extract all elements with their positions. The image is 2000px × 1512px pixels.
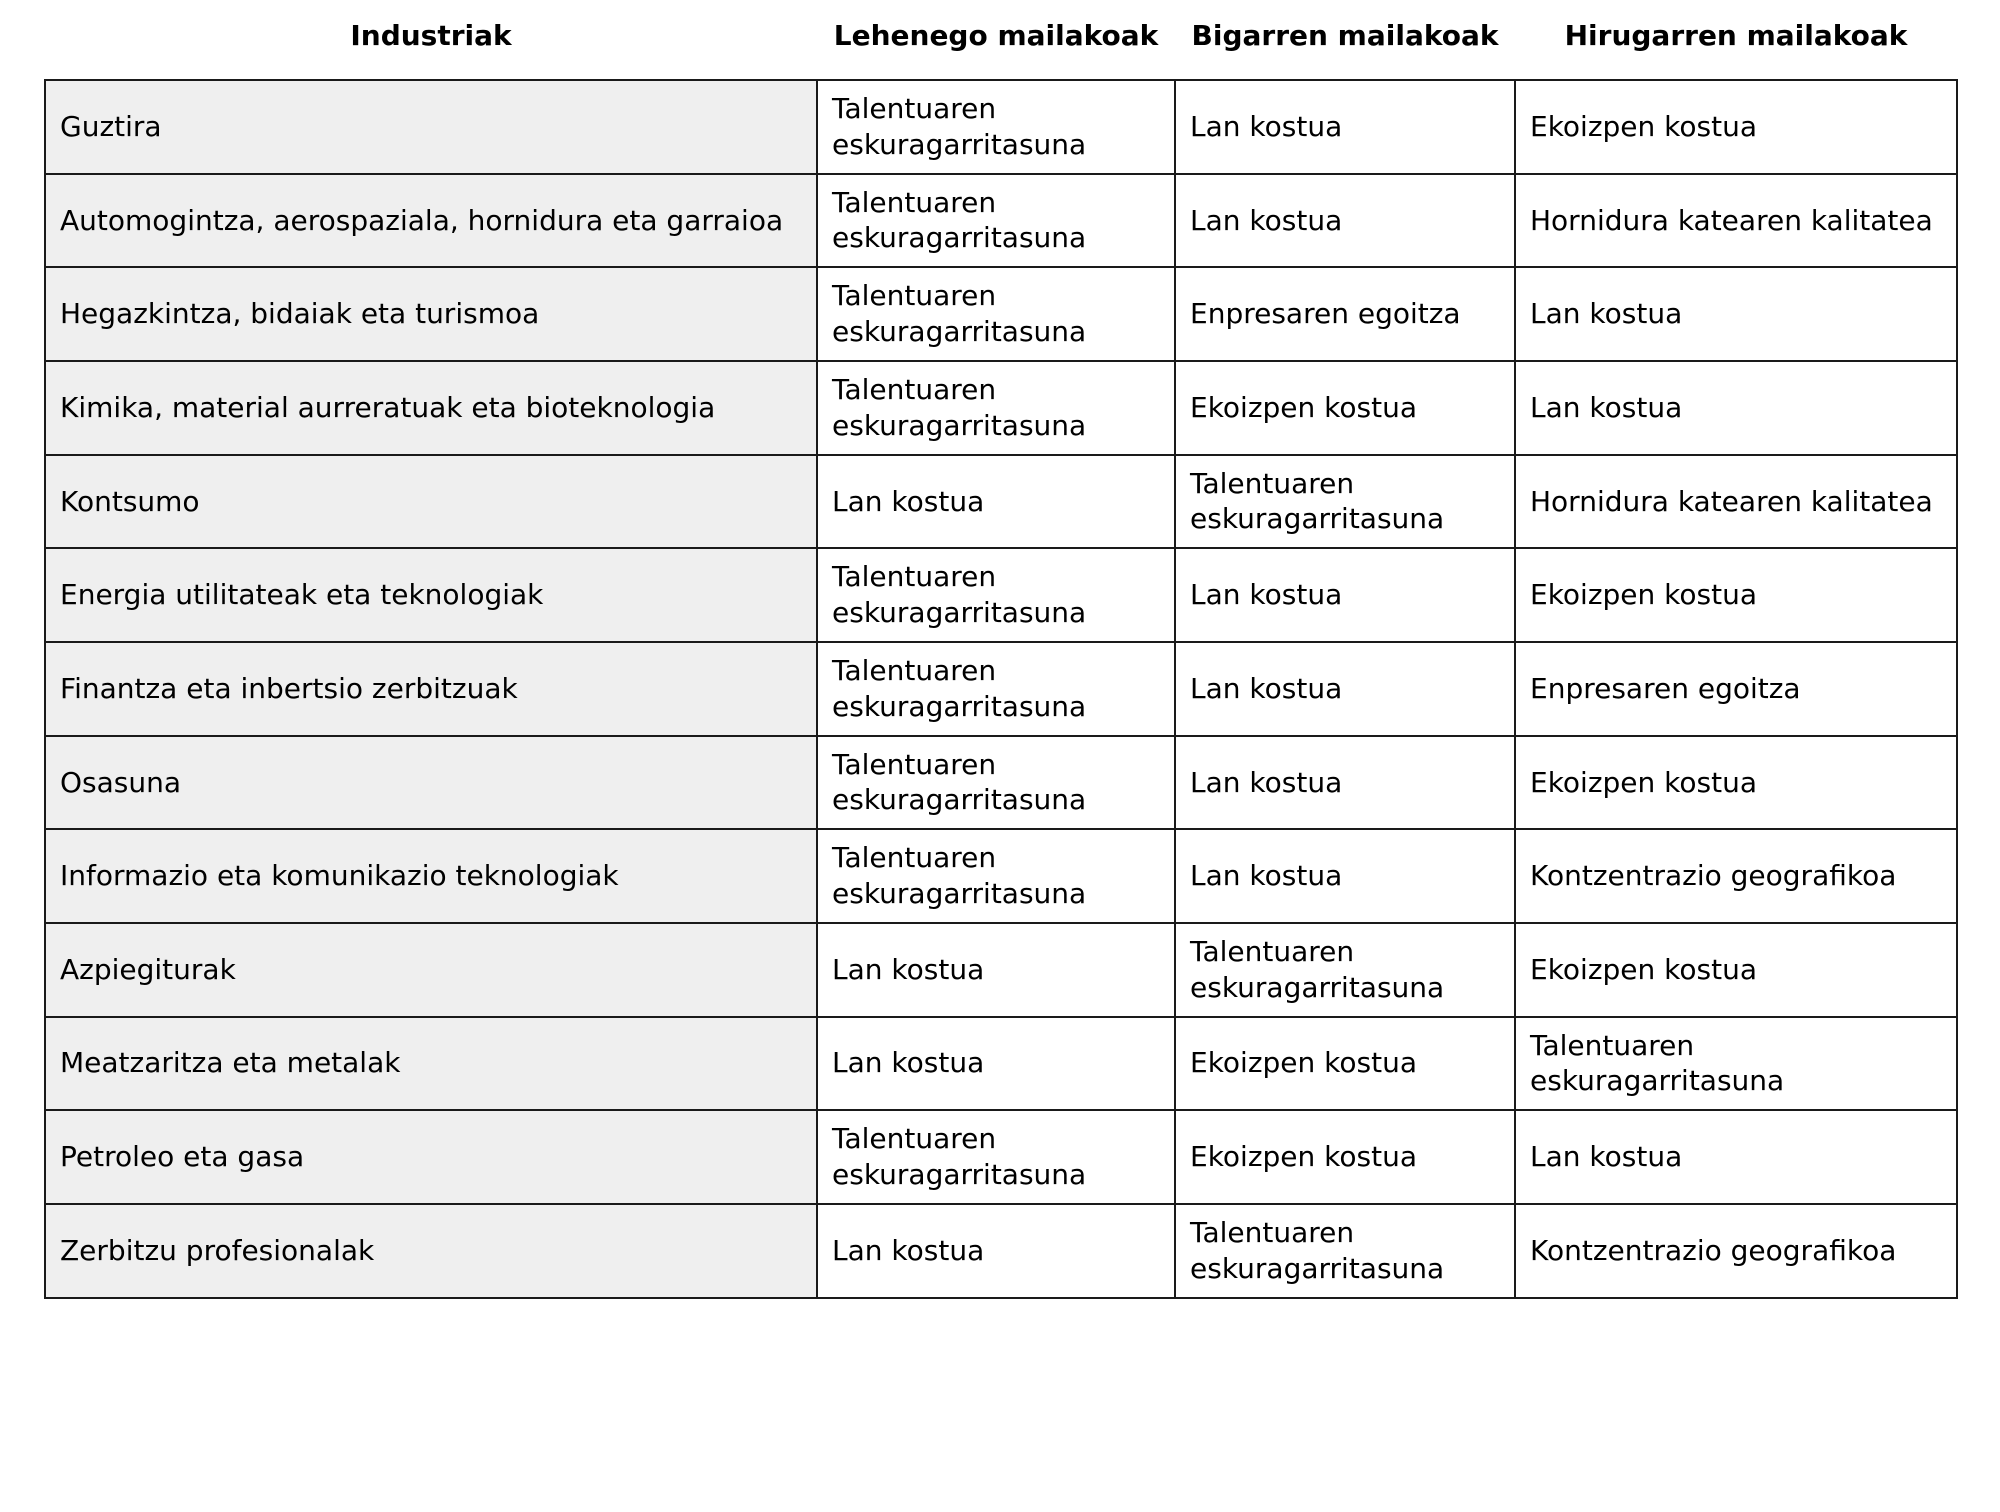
cell-third-tier: Hornidura katearen kalitatea xyxy=(1515,174,1957,268)
cell-second-tier: Ekoizpen kostua xyxy=(1175,1110,1515,1204)
industry-ranking-table xyxy=(44,8,1958,1299)
cell-industry: Informazio eta komunikazio teknologiak xyxy=(45,829,817,923)
cell-third-tier: Hornidura katearen kalitatea xyxy=(1515,455,1957,549)
cell-first-tier: Talentuaren eskuragarritasuna xyxy=(817,548,1175,642)
cell-second-tier: Lan kostua xyxy=(1175,736,1515,830)
cell-first-tier: Talentuaren eskuragarritasuna xyxy=(817,829,1175,923)
cell-third-tier: Kontzentrazio geografikoa xyxy=(1515,1204,1957,1298)
cell-third-tier: Lan kostua xyxy=(1515,267,1957,361)
column-header-second-tier: Bigarren mailakoak xyxy=(1175,8,1515,80)
cell-first-tier: Talentuaren eskuragarritasuna xyxy=(817,642,1175,736)
cell-first-tier: Talentuaren eskuragarritasuna xyxy=(817,267,1175,361)
cell-third-tier: Enpresaren egoitza xyxy=(1515,642,1957,736)
cell-second-tier: Ekoizpen kostua xyxy=(1175,361,1515,455)
cell-industry: Automogintza, aerospaziala, hornidura eta garraioa xyxy=(45,174,817,268)
cell-second-tier: Talentuaren eskuragarritasuna xyxy=(1175,923,1515,1017)
cell-industry: Energia utilitateak eta teknologiak xyxy=(45,548,817,642)
cell-first-tier: Talentuaren eskuragarritasuna xyxy=(817,80,1175,174)
cell-industry: Kimika, material aurreratuak eta bioteknologia xyxy=(45,361,817,455)
cell-first-tier: Lan kostua xyxy=(817,1017,1175,1111)
cell-second-tier: Talentuaren eskuragarritasuna xyxy=(1175,1204,1515,1298)
cell-third-tier: Ekoizpen kostua xyxy=(1515,923,1957,1017)
table-row xyxy=(45,174,1957,268)
cell-second-tier: Lan kostua xyxy=(1175,548,1515,642)
table-row xyxy=(45,455,1957,549)
cell-second-tier: Lan kostua xyxy=(1175,642,1515,736)
cell-first-tier: Lan kostua xyxy=(817,455,1175,549)
cell-first-tier: Lan kostua xyxy=(817,923,1175,1017)
cell-second-tier: Lan kostua xyxy=(1175,829,1515,923)
cell-first-tier: Talentuaren eskuragarritasuna xyxy=(817,361,1175,455)
cell-third-tier: Ekoizpen kostua xyxy=(1515,736,1957,830)
table-row xyxy=(45,736,1957,830)
table-row xyxy=(45,923,1957,1017)
cell-third-tier: Lan kostua xyxy=(1515,1110,1957,1204)
cell-first-tier: Lan kostua xyxy=(817,1204,1175,1298)
cell-third-tier: Kontzentrazio geografikoa xyxy=(1515,829,1957,923)
table-container xyxy=(44,8,1964,1299)
table-body xyxy=(45,80,1957,1298)
cell-third-tier: Lan kostua xyxy=(1515,361,1957,455)
cell-third-tier: Ekoizpen kostua xyxy=(1515,548,1957,642)
table-row xyxy=(45,1017,1957,1111)
cell-industry: Finantza eta inbertsio zerbitzuak xyxy=(45,642,817,736)
cell-first-tier: Talentuaren eskuragarritasuna xyxy=(817,736,1175,830)
cell-industry: Azpiegiturak xyxy=(45,923,817,1017)
column-header-industry: Industriak xyxy=(45,8,817,80)
cell-third-tier: Talentuaren eskuragarritasuna xyxy=(1515,1017,1957,1111)
column-header-first-tier: Lehenego mailakoak xyxy=(817,8,1175,80)
cell-second-tier: Lan kostua xyxy=(1175,174,1515,268)
cell-first-tier: Talentuaren eskuragarritasuna xyxy=(817,1110,1175,1204)
cell-second-tier: Lan kostua xyxy=(1175,80,1515,174)
cell-industry: Kontsumo xyxy=(45,455,817,549)
cell-industry: Guztira xyxy=(45,80,817,174)
cell-third-tier: Ekoizpen kostua xyxy=(1515,80,1957,174)
cell-second-tier: Enpresaren egoitza xyxy=(1175,267,1515,361)
cell-industry: Meatzaritza eta metalak xyxy=(45,1017,817,1111)
table-header xyxy=(45,8,1957,80)
table-row xyxy=(45,1110,1957,1204)
cell-first-tier: Talentuaren eskuragarritasuna xyxy=(817,174,1175,268)
cell-second-tier: Ekoizpen kostua xyxy=(1175,1017,1515,1111)
table-row xyxy=(45,267,1957,361)
cell-second-tier: Talentuaren eskuragarritasuna xyxy=(1175,455,1515,549)
cell-industry: Petroleo eta gasa xyxy=(45,1110,817,1204)
table-row xyxy=(45,642,1957,736)
table-row xyxy=(45,80,1957,174)
cell-industry: Osasuna xyxy=(45,736,817,830)
table-row xyxy=(45,548,1957,642)
table-row xyxy=(45,829,1957,923)
table-row xyxy=(45,361,1957,455)
column-header-third-tier: Hirugarren mailakoak xyxy=(1515,8,1957,80)
table-row xyxy=(45,1204,1957,1298)
cell-industry: Hegazkintza, bidaiak eta turismoa xyxy=(45,267,817,361)
cell-industry: Zerbitzu profesionalak xyxy=(45,1204,817,1298)
header-row xyxy=(45,8,1957,80)
